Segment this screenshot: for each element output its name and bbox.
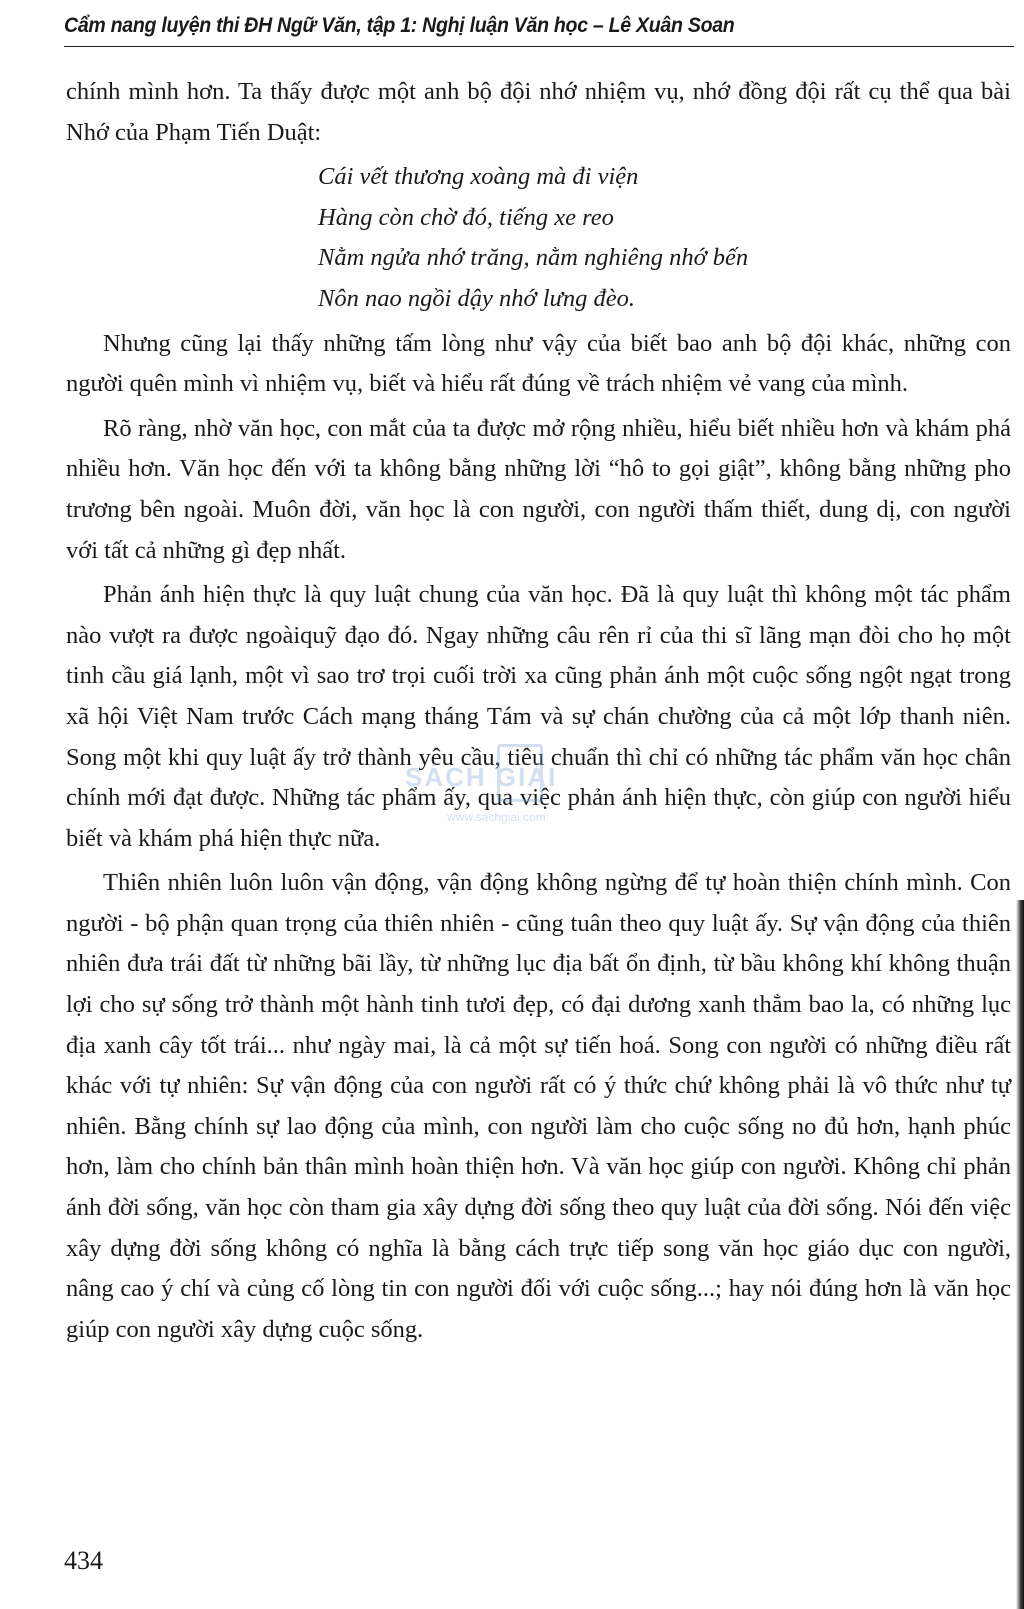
paragraph-2: Nhưng cũng lại thấy những tấm lòng như vậy của biết bao anh bộ đội khác, những con người quên mình vì nhiệm vụ, biết và hiểu rất đúng về trách nhiệm vẻ vang của mình. [66, 329, 1011, 398]
page-number: 434 [64, 1546, 103, 1575]
paragraph-5: Thiên nhiên luôn luôn vận động, vận động không ngừng để tự hoàn thiện chính mình. Con người - bộ phận quan trọng của thiên nhiên - cũng tuân theo quy luật ấy. Sự vận động của thiên nhiên đưa trái đất từ những bãi lầy, từ những lục địa bất ổn định, từ bầu không khí không thuận lợi cho sự sống trở thành một hành tinh tươi đẹp, có đại dương xanh thẳm bao la, có những lục địa xanh cây tốt trái... như ngày mai, là cả một sự tiến hoá. Song con người có những điều rất khác với tự nhiên: Sự vận động của con người rất có ý thức chứ không phải là vô thức như tự nhiên. Bằng chính sự lao động của mình, con người làm cho cuộc sống no đủ hơn, hạnh phúc hơn, làm cho chính bản thân mình hoàn thiện hơn. Và văn học giúp con người. Không chỉ phản ánh đời sống, văn học còn tham gia xây dựng đời sống theo quy luật của đời sống. Nói đến việc xây dựng đời sống không có nghĩa là bằng cách trực tiếp song văn học giáo dục con người, nâng cao ý chí và củng cố lòng tin con người đối với cuộc sống...; hay nói đúng hơn là văn học giúp con người xây dựng cuộc sống. [66, 869, 1011, 1343]
poem-excerpt [318, 157, 1011, 319]
poem-line-2: Hàng còn chờ đó, tiếng xe reo [318, 203, 614, 231]
running-header: Cẩm nang luyện thi ĐH Ngữ Văn, tập 1: Nghị luận Văn học – Lê Xuân Soan [64, 14, 735, 37]
paragraph-1: chính mình hơn. Ta thấy được một anh bộ đội nhớ nhiệm vụ, nhớ đồng đội rất cụ thể qua bài Nhớ của Phạm Tiến Duật: [66, 78, 1011, 146]
poem-line-4: Nôn nao ngồi dậy nhớ lưng đèo. [318, 284, 636, 312]
page-edge-shadow [1016, 900, 1024, 1609]
page-body [66, 72, 1011, 1354]
paragraph-4: Phản ánh hiện thực là quy luật chung của văn học. Đã là quy luật thì không một tác phẩm nào vượt ra được ngoàiquỹ đạo đó. Ngay những câu rên rỉ của thi sĩ lãng mạn đòi cho họ một tinh cầu giá lạnh, một vì sao trơ trọi cuối trời xa cũng phản ánh một cuộc sống ngột ngạt trong xã hội Việt Nam trước Cách mạng tháng Tám và sự chán chường của cả một lớp thanh niên. Song một khi quy luật ấy trở thành yêu cầu, tiêu chuẩn thì chỉ có những tác phẩm văn học chân chính mới đạt được. Những tác phẩm ấy, qua việc phản ánh hiện thực, còn giúp con người hiểu biết và khám phá hiện thực nữa. [66, 581, 1011, 852]
poem-line-1: Cái vết thương xoàng mà đi viện [318, 163, 639, 191]
paragraph-3: Rõ ràng, nhờ văn học, con mắt của ta được mở rộng nhiều, hiểu biết nhiều hơn và khám phá nhiều hơn. Văn học đến với ta không bằng những lời “hô to gọi giật”, không bằng những pho trương bên ngoài. Muôn đời, văn học là con người, con người thấm thiết, dung dị, con người với tất cả những gì đẹp nhất. [66, 414, 1011, 564]
poem-line-3: Nằm ngửa nhớ trăng, nằm nghiêng nhớ bến [318, 244, 749, 272]
watermark-text: SÁCH GIẢI [405, 762, 558, 792]
watermark-url: www.sachgiai.com [447, 810, 546, 824]
header-rule [64, 46, 1014, 47]
watermark-logo [405, 740, 605, 840]
